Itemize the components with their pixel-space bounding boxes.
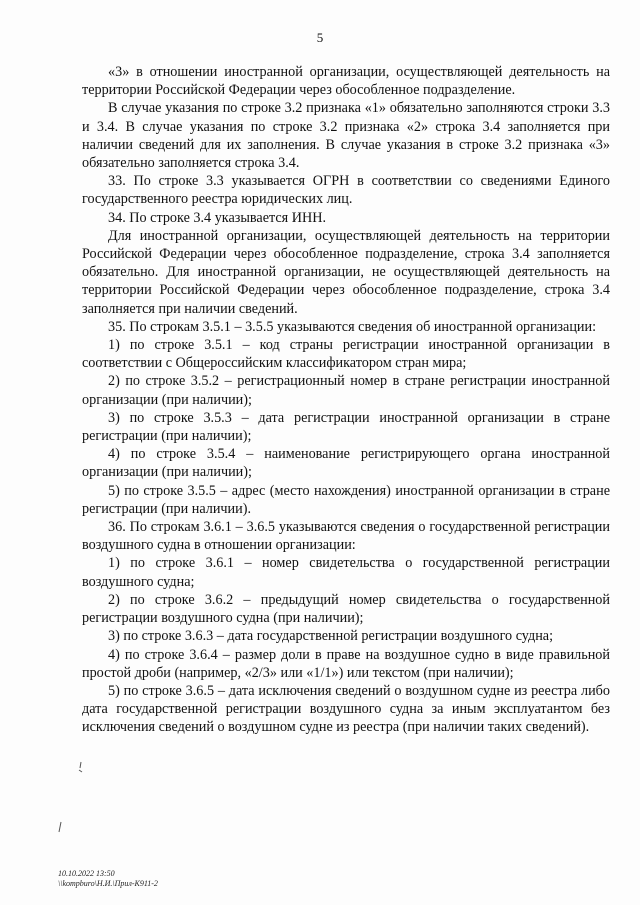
footer-timestamp: 10.10.2022 13:50: [58, 869, 115, 878]
list-item: 2) по строке 3.6.2 – предыдущий номер свидетельства о государственной регистрации воздушного судна (при наличии);: [82, 591, 610, 627]
list-item: 2) по строке 3.5.2 – регистрационный номер в стране регистрации иностранной организации (при наличии);: [82, 373, 610, 408]
list-item: 4) по строке 3.6.4 – размер доли в праве на воздушное судно в виде правильной простой дроби (например, «2/3» или «1/1») или текстом (при наличии);: [82, 646, 610, 681]
paragraph: 33. По строке 3.3 указывается ОГРН в соответствии со сведениями Единого государственного реестра юридических лиц.: [82, 173, 610, 208]
list-item: 1) по строке 3.6.1 – номер свидетельства о государственной регистрации воздушного судна;: [82, 555, 610, 590]
paragraph: 36. По строкам 3.6.1 – 3.6.5 указываются сведения о государственной регистрации воздушного судна в отношении организации:: [82, 519, 610, 554]
paragraph: Для иностранной организации, осуществляющей деятельность на территории Российской Федерации через обособленное подразделение, строка 3.4 заполняется обязательно. Для иностранной организации, не осуществляющей деятельность на территории Российской Федерации через обособленное подразделение, строка 3.4 заполняется при наличии сведений.: [82, 227, 610, 317]
list-item: 5) по строке 3.5.5 – адрес (место нахождения) иностранной организации в стране регистрации (при наличии).: [82, 482, 610, 517]
document-body: [82, 63, 610, 737]
paragraph: В случае указания по строке 3.2 признака «1» обязательно заполняются строки 3.3 и 3.4. В случае указания по строке 3.2 признака «2» строка 3.4 заполняется при наличии сведений для их заполнения. В случае указания в строке 3.2 признака «3» обязательно заполняется строка 3.4.: [82, 100, 610, 172]
list-item: 3) по строке 3.5.3 – дата регистрации иностранной организации в стране регистрации (при наличии);: [82, 409, 610, 445]
paragraph: «3» в отношении иностранной организации, осуществляющей деятельность на территории Российской Федерации через обособленное подразделение.: [82, 64, 610, 99]
paragraph: 35. По строкам 3.5.1 – 3.5.5 указываются сведения об иностранной организации:: [108, 318, 597, 335]
footer-file-path: \\kompburo\Н.И.\Прил-К911-2: [58, 879, 158, 888]
paragraph: 34. По строке 3.4 указывается ИНН.: [108, 209, 327, 226]
list-item: 5) по строке 3.6.5 – дата исключения сведений о воздушном судне из реестра либо дата государственной регистрации воздушного судна за иным эксплуатантом без исключения сведений о воздушном судне из реестра (при наличии таких сведений).: [82, 682, 610, 736]
list-item: 3) по строке 3.6.3 – дата государственной регистрации воздушного судна;: [108, 628, 554, 645]
page-number: 5: [316, 30, 324, 45]
list-item: 4) по строке 3.5.4 – наименование регистрирующего органа иностранной организации (при наличии);: [82, 446, 610, 481]
scan-mark-icon: [56, 820, 64, 836]
footer: [58, 869, 158, 889]
scan-mark-icon: [76, 760, 86, 776]
list-item: 1) по строке 3.5.1 – код страны регистрации иностранной организации в соответствии с Общероссийским классификатором стран мира;: [82, 337, 610, 372]
